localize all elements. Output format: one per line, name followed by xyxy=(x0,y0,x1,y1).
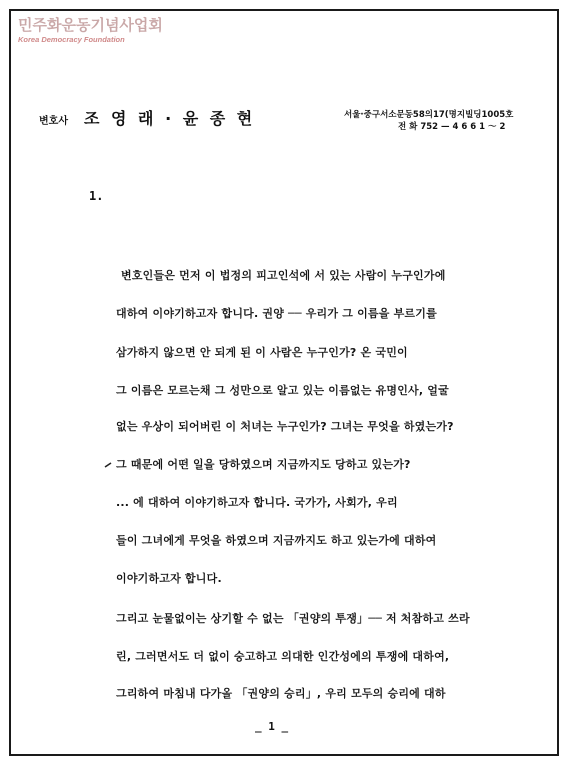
body-line: ... 에 대하여 이야기하고자 합니다. 국가가, 사회가, 우리 xyxy=(116,496,398,509)
letterhead-title-label: 변호사 xyxy=(39,116,68,127)
body-line: 들이 그녀에게 무엇을 하였으며 지금까지도 하고 있는가에 대하여 xyxy=(116,534,437,547)
section-number: 1. xyxy=(89,189,104,203)
letterhead-lawyer-names: 조 영 래 · 윤 종 현 xyxy=(84,109,256,128)
body-line: 대하여 이야기하고자 합니다. 권양 ── 우리가 그 이름을 부르기를 xyxy=(116,307,437,320)
body-line: 그리하여 마침내 다가올 「권양의 승리」, 우리 모두의 승리에 대하 xyxy=(116,687,446,700)
body-line: 그 이름은 모르는채 그 성만으로 알고 있는 이름없는 유명인사, 얼굴 xyxy=(116,384,449,397)
body-line: 그 때문에 어떤 일을 당하였으며 지금까지도 당하고 있는가? xyxy=(116,458,411,471)
page-number: _ 1 _ xyxy=(255,720,289,733)
watermark-org-english: Korea Democracy Foundation xyxy=(18,35,125,44)
body-line: 이야기하고자 합니다. xyxy=(116,572,222,585)
letterhead-phone: 전 화 752 — 4 6 6 1 ～ 2 xyxy=(398,122,506,132)
body-line: 변호인들은 먼저 이 법정의 피고인석에 서 있는 사람이 누구인가에 xyxy=(121,269,446,282)
watermark-org-korean: 민주화운동기념사업회 xyxy=(18,16,163,34)
body-line: 삼가하지 않으면 안 되게 된 이 사람은 누구인가? 온 국민이 xyxy=(116,346,408,359)
body-line: 없는 우상이 되어버린 이 처녀는 누구인가? 그녀는 무엇을 하였는가? xyxy=(116,420,454,433)
letterhead-address: 서울·중구서소문동58의17(명지빌딩1005호 xyxy=(344,110,514,120)
body-line: 그리고 눈물없이는 상기할 수 없는 「권양의 투쟁」── 저 처참하고 쓰라 xyxy=(116,612,470,625)
body-line: 린, 그러면서도 더 없이 숭고하고 의대한 인간성에의 투쟁에 대하여, xyxy=(116,650,450,663)
